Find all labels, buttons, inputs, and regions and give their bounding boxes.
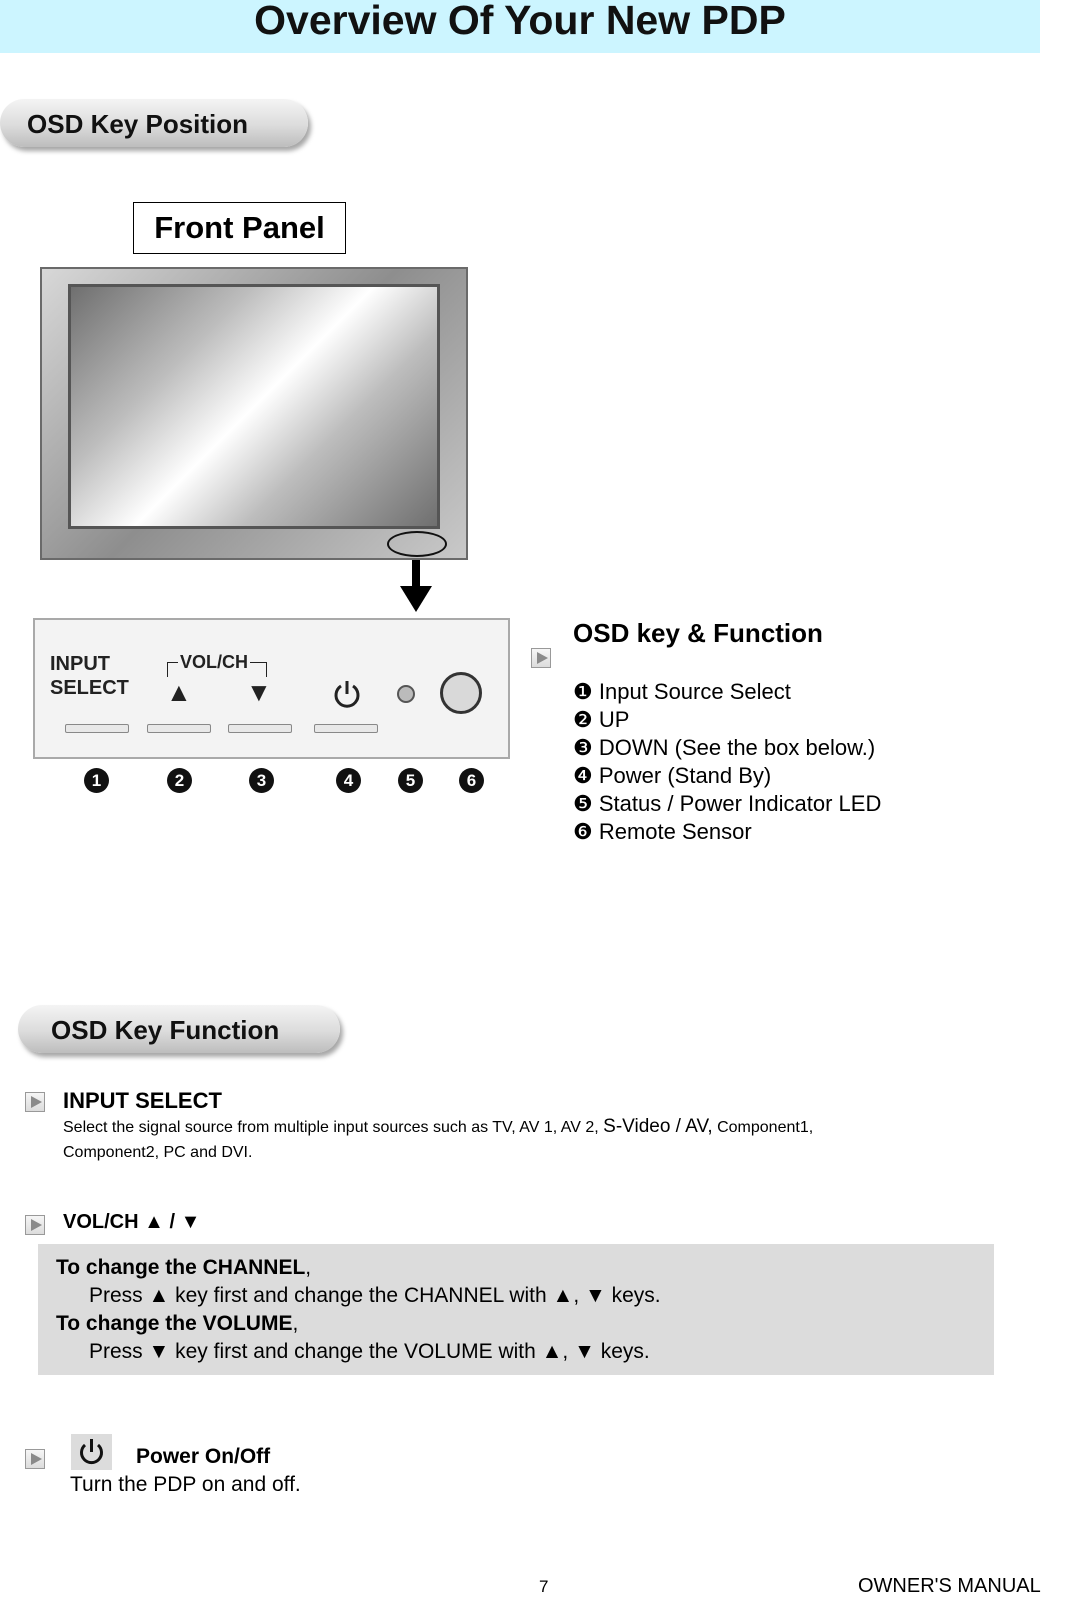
list-item-number: ❺ bbox=[573, 791, 593, 816]
page-title: Overview Of Your New PDP bbox=[0, 0, 1040, 53]
pointer-arrow-down-icon bbox=[412, 560, 420, 587]
footer-manual-label: OWNER'S MANUAL bbox=[858, 1575, 1041, 1597]
power-description: Turn the PDP on and off. bbox=[70, 1473, 301, 1496]
bullet-arrow-icon bbox=[25, 1215, 45, 1235]
list-item-text: Input Source Select bbox=[598, 679, 791, 704]
list-item bbox=[573, 706, 881, 734]
channel-instruction-comma: , bbox=[305, 1256, 312, 1279]
front-panel-label: Front Panel bbox=[133, 202, 346, 254]
callout-number-5: 5 bbox=[398, 768, 423, 793]
callout-number-3: 3 bbox=[249, 768, 274, 793]
volume-instruction-comma: , bbox=[292, 1312, 299, 1335]
input-select-heading: INPUT SELECT bbox=[63, 1088, 222, 1113]
pdp-screen bbox=[68, 284, 440, 529]
input-select-description bbox=[63, 1114, 1043, 1140]
input-select-desc-part-c: Component1, bbox=[712, 1119, 814, 1136]
list-item bbox=[573, 790, 881, 818]
bullet-arrow-icon bbox=[25, 1092, 45, 1112]
panel-input-label-1: INPUT bbox=[50, 653, 110, 675]
section-osd-key-function bbox=[18, 1005, 340, 1053]
osd-key-function-heading: OSD key & Function bbox=[573, 618, 823, 648]
list-item-number: ❶ bbox=[573, 679, 593, 704]
bullet-arrow-icon bbox=[25, 1449, 45, 1469]
list-item-text: DOWN (See the box below.) bbox=[598, 735, 876, 760]
channel-instruction-title bbox=[56, 1254, 311, 1282]
section-osd-key-function-label: OSD Key Function bbox=[51, 1015, 280, 1045]
panel-input-label-2: SELECT bbox=[50, 677, 129, 699]
vol-ch-instructions-box bbox=[38, 1244, 994, 1375]
section-osd-key-position-label: OSD Key Position bbox=[27, 109, 249, 139]
pointer-arrowhead-icon bbox=[400, 586, 432, 612]
volume-instruction-title bbox=[56, 1310, 298, 1338]
power-heading: Power On/Off bbox=[136, 1445, 271, 1468]
down-key[interactable] bbox=[228, 724, 292, 733]
volume-instruction-bold: To change the VOLUME bbox=[56, 1312, 293, 1335]
panel-down-icon: ▼ bbox=[246, 677, 272, 707]
pdp-tv-illustration bbox=[40, 267, 468, 560]
up-key[interactable] bbox=[147, 724, 211, 733]
list-item bbox=[573, 818, 881, 846]
section-osd-key-position bbox=[0, 99, 308, 147]
front-panel-key-strip bbox=[33, 618, 510, 759]
list-item-number: ❸ bbox=[573, 735, 593, 760]
list-item-number: ❷ bbox=[573, 707, 593, 732]
key-area-highlight-circle bbox=[387, 531, 447, 557]
list-item bbox=[573, 762, 881, 790]
list-item bbox=[573, 734, 881, 762]
power-key-icon bbox=[71, 1434, 112, 1470]
list-item-text: UP bbox=[598, 707, 630, 732]
list-item-number: ❻ bbox=[573, 819, 593, 844]
input-select-description-line2: Component2, PC and DVI. bbox=[63, 1144, 253, 1161]
list-item-text: Status / Power Indicator LED bbox=[598, 791, 882, 816]
list-item-number: ❹ bbox=[573, 763, 593, 788]
power-icon bbox=[71, 1434, 112, 1470]
list-item-text: Remote Sensor bbox=[598, 819, 752, 844]
vol-ch-heading: VOL/CH ▲ / ▼ bbox=[63, 1211, 201, 1233]
callout-number-1: 1 bbox=[84, 768, 109, 793]
list-item-text: Power (Stand By) bbox=[598, 763, 772, 788]
bullet-arrow-icon bbox=[531, 648, 551, 668]
callout-number-4: 4 bbox=[336, 768, 361, 793]
panel-power-icon bbox=[332, 678, 362, 710]
callout-number-6: 6 bbox=[459, 768, 484, 793]
channel-instruction-text: Press ▲ key first and change the CHANNEL with ▲, ▼ keys. bbox=[89, 1284, 661, 1307]
callout-number-2: 2 bbox=[167, 768, 192, 793]
list-item bbox=[573, 678, 881, 706]
panel-up-icon: ▲ bbox=[166, 677, 192, 707]
input-select-key[interactable] bbox=[65, 724, 129, 733]
channel-instruction-bold: To change the CHANNEL bbox=[56, 1256, 306, 1279]
power-key[interactable] bbox=[314, 724, 378, 733]
volume-instruction-text: Press ▼ key first and change the VOLUME with ▲, ▼ keys. bbox=[89, 1340, 650, 1363]
input-select-desc-part-a: Select the signal source from multiple input sources such as TV, AV 1, AV 2, bbox=[63, 1119, 604, 1136]
input-select-desc-part-b: S-Video / AV, bbox=[603, 1116, 713, 1137]
remote-sensor-icon bbox=[440, 672, 482, 714]
panel-vol-ch-label: VOL/CH bbox=[180, 652, 249, 672]
status-led-icon bbox=[397, 685, 415, 703]
page-number: 7 bbox=[539, 1577, 549, 1596]
osd-key-function-list bbox=[573, 678, 881, 846]
